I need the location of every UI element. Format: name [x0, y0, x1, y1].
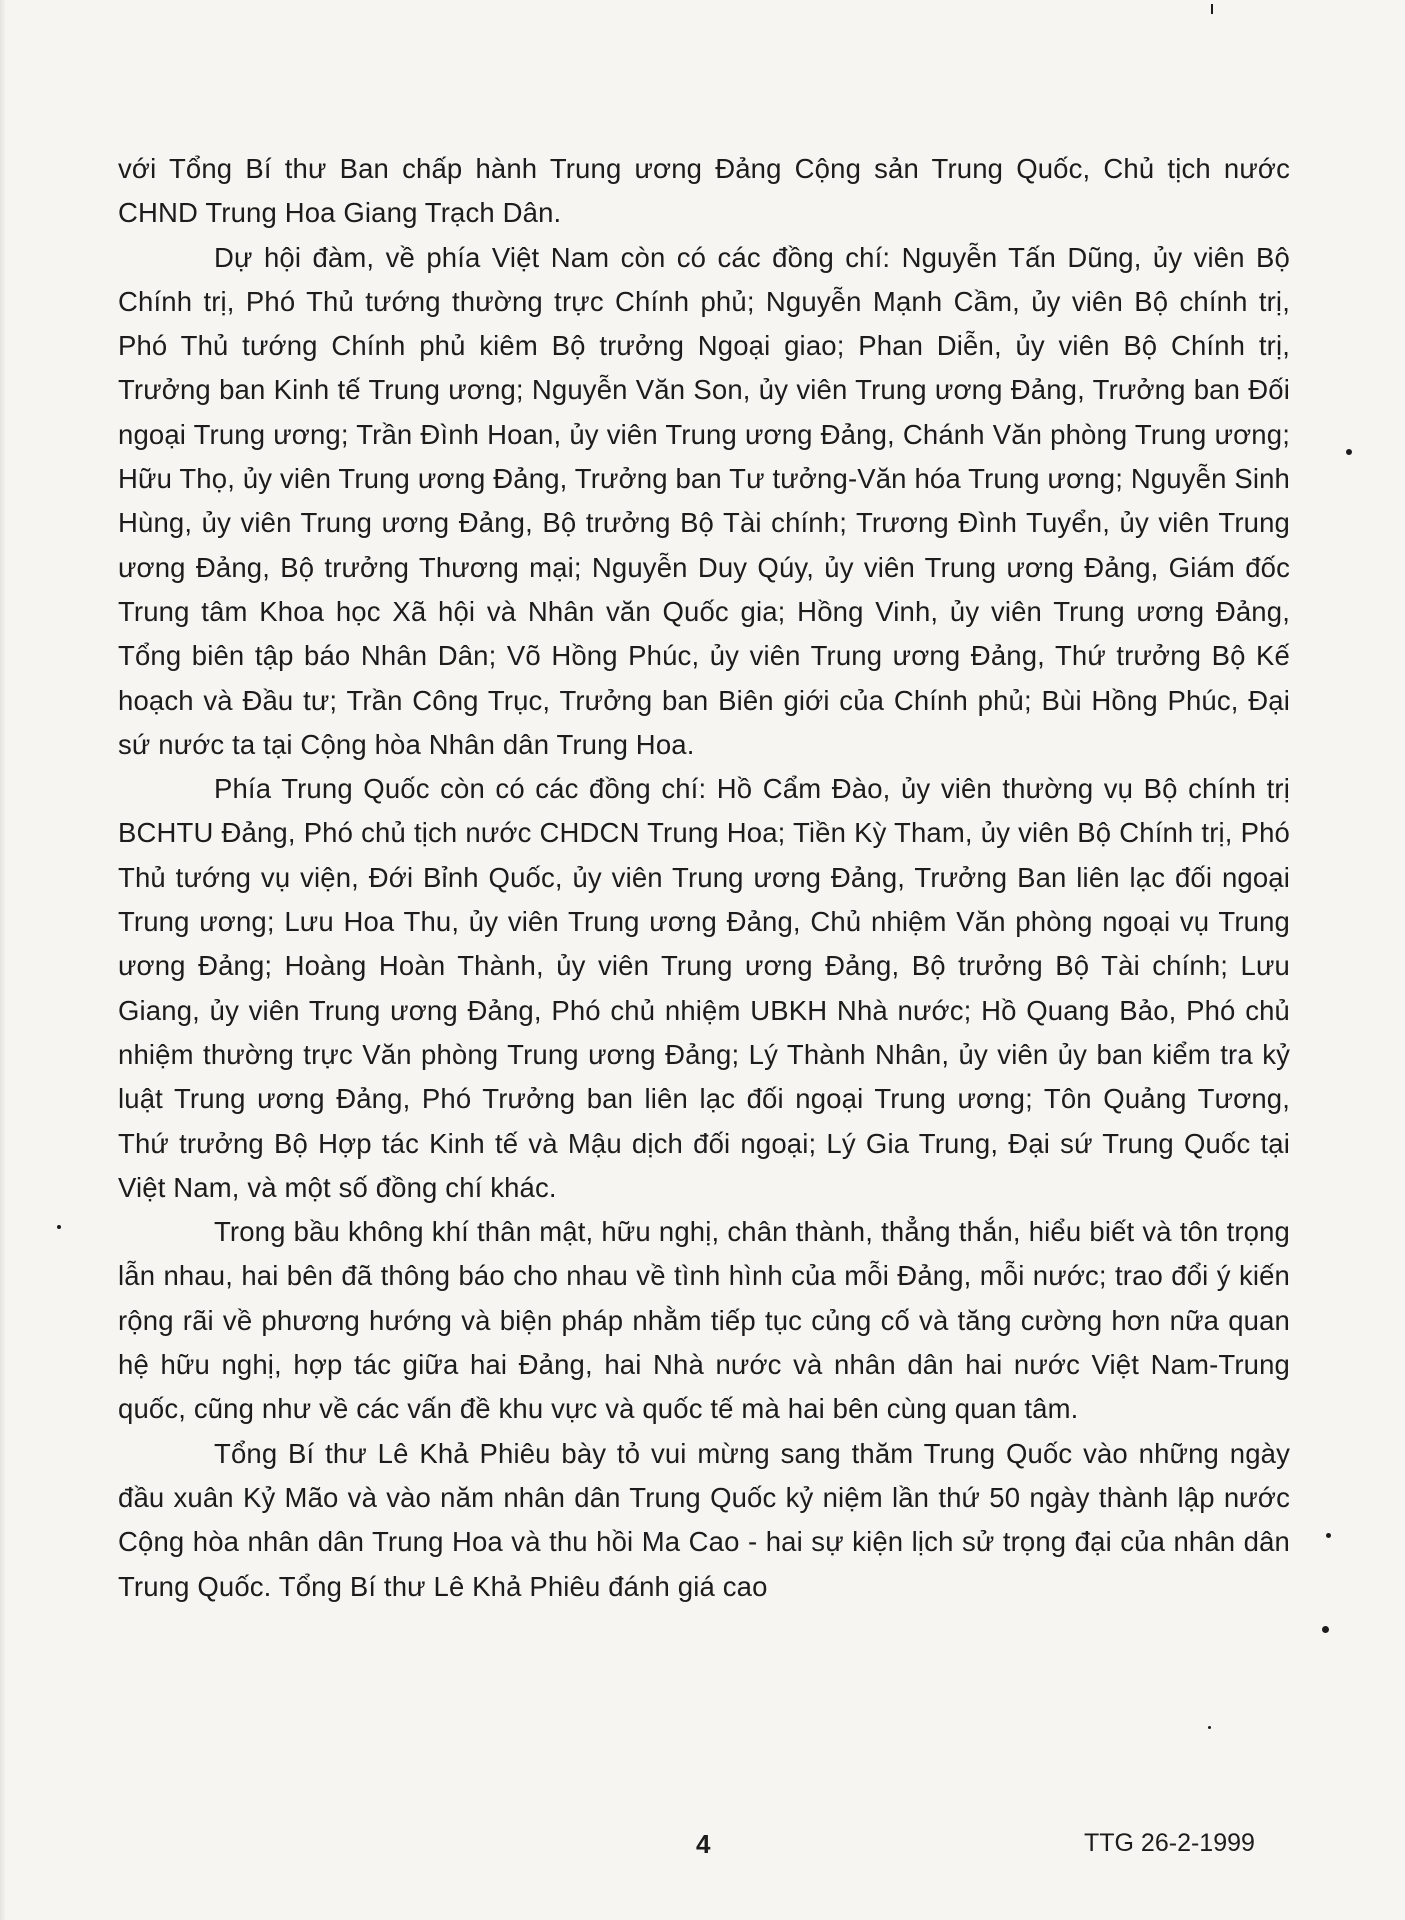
scan-speck: [1211, 4, 1213, 14]
paragraph-talks-atmosphere: Trong bầu không khí thân mật, hữu nghị, chân thành, thẳng thắn, hiểu biết và tôn trọng lẫn nhau, hai bên đã thông báo cho nhau về tình hình của mỗi Đảng, mỗi nước; trao đổi ý kiến rộng rãi về phương hướng và biện pháp nhằm tiếp tục củng cố và tăng cường hơn nữa quan hệ hữu nghị, hợp tác giữa hai Đảng, hai Nhà nước và nhân dân hai nước Việt Nam-Trung quốc, cũng như về các vấn đề khu vực và quốc tế mà hai bên cùng quan tâm.: [118, 1216, 1290, 1425]
scan-speck: [1346, 449, 1352, 455]
document-reference: TTG 26-2-1999: [1084, 1829, 1255, 1857]
scan-speck: [57, 1225, 61, 1229]
scan-speck: [1208, 1726, 1211, 1729]
left-edge-shadow: [0, 0, 6, 1920]
scan-speck: [1322, 1626, 1329, 1633]
body-text: [118, 147, 1290, 1609]
paragraph-china-delegation: Phía Trung Quốc còn có các đồng chí: Hồ Cẩm Đào, ủy viên thường vụ Bộ chính trị BCHTU Đảng, Phó chủ tịch nước CHDCN Trung Hoa; Tiền Kỳ Tham, ủy viên Bộ Chính trị, Phó Thủ tướng vụ viện, Đới Bỉnh Quốc, ủy viên Trung ương Đảng, Trưởng Ban liên lạc đối ngoại Trung ương; Lưu Hoa Thu, ủy viên Trung ương Đảng, Chủ nhiệm Văn phòng ngoại vụ Trung ương Đảng; Hoàng Hoàn Thành, ủy viên Trung ương Đảng, Bộ trưởng Bộ Tài chính; Lưu Giang, ủy viên Trung ương Đảng, Phó chủ nhiệm UBKH Nhà nước; Hồ Quang Bảo, Phó chủ nhiệm thường trực Văn phòng Trung ương Đảng; Lý Thành Nhân, ủy viên ủy ban kiểm tra kỷ luật Trung ương Đảng, Phó Trưởng ban liên lạc đối ngoại Trung ương; Tôn Quảng Tương, Thứ trưởng Bộ Hợp tác Kinh tế và Mậu dịch đối ngoại; Lý Gia Trung, Đại sứ Trung Quốc tại Việt Nam, và một số đồng chí khác.: [118, 773, 1290, 1203]
scan-speck: [1326, 1533, 1331, 1538]
page-number: 4: [696, 1829, 711, 1859]
paragraph-vietnam-delegation: Dự hội đàm, về phía Việt Nam còn có các đồng chí: Nguyễn Tấn Dũng, ủy viên Bộ Chính trị, Phó Thủ tướng thường trực Chính phủ; Nguyễn Mạnh Cầm, ủy viên Bộ chính trị, Phó Thủ tướng Chính phủ kiêm Bộ trưởng Ngoại giao; Phan Diễn, ủy viên Bộ Chính trị, Trưởng ban Kinh tế Trung ương; Nguyễn Văn Son, ủy viên Trung ương Đảng, Trưởng ban Đối ngoại Trung ương; Trần Đình Hoan, ủy viên Trung ương Đảng, Chánh Văn phòng Trung ương; Hữu Thọ, ủy viên Trung ương Đảng, Trưởng ban Tư tưởng-Văn hóa Trung ương; Nguyễn Sinh Hùng, ủy viên Trung ương Đảng, Bộ trưởng Bộ Tài chính; Trương Đình Tuyển, ủy viên Trung ương Đảng, Bộ trưởng Thương mại; Nguyễn Duy Qúy, ủy viên Trung ương Đảng, Giám đốc Trung tâm Khoa học Xã hội và Nhân văn Quốc gia; Hồng Vinh, ủy viên Trung ương Đảng, Tổng biên tập báo Nhân Dân; Võ Hồng Phúc, ủy viên Trung ương Đảng, Thứ trưởng Bộ Kế hoạch và Đầu tư; Trần Công Trục, Trưởng ban Biên giới của Chính phủ; Bùi Hồng Phúc, Đại sứ nước ta tại Cộng hòa Nhân dân Trung Hoa.: [118, 241, 1290, 760]
paragraph-continuation: với Tổng Bí thư Ban chấp hành Trung ương Đảng Cộng sản Trung Quốc, Chủ tịch nước CHND Trung Hoa Giang Trạch Dân.: [118, 153, 1290, 229]
paragraph-general-secretary: Tổng Bí thư Lê Khả Phiêu bày tỏ vui mừng sang thăm Trung Quốc vào những ngày đầu xuân Kỷ Mão và vào năm nhân dân Trung Quốc kỷ niệm lần thứ 50 ngày thành lập nước Cộng hòa nhân dân Trung Hoa và thu hồi Ma Cao - hai sự kiện lịch sử trọng đại của nhân dân Trung Quốc. Tổng Bí thư Lê Khả Phiêu đánh giá cao: [118, 1437, 1290, 1602]
